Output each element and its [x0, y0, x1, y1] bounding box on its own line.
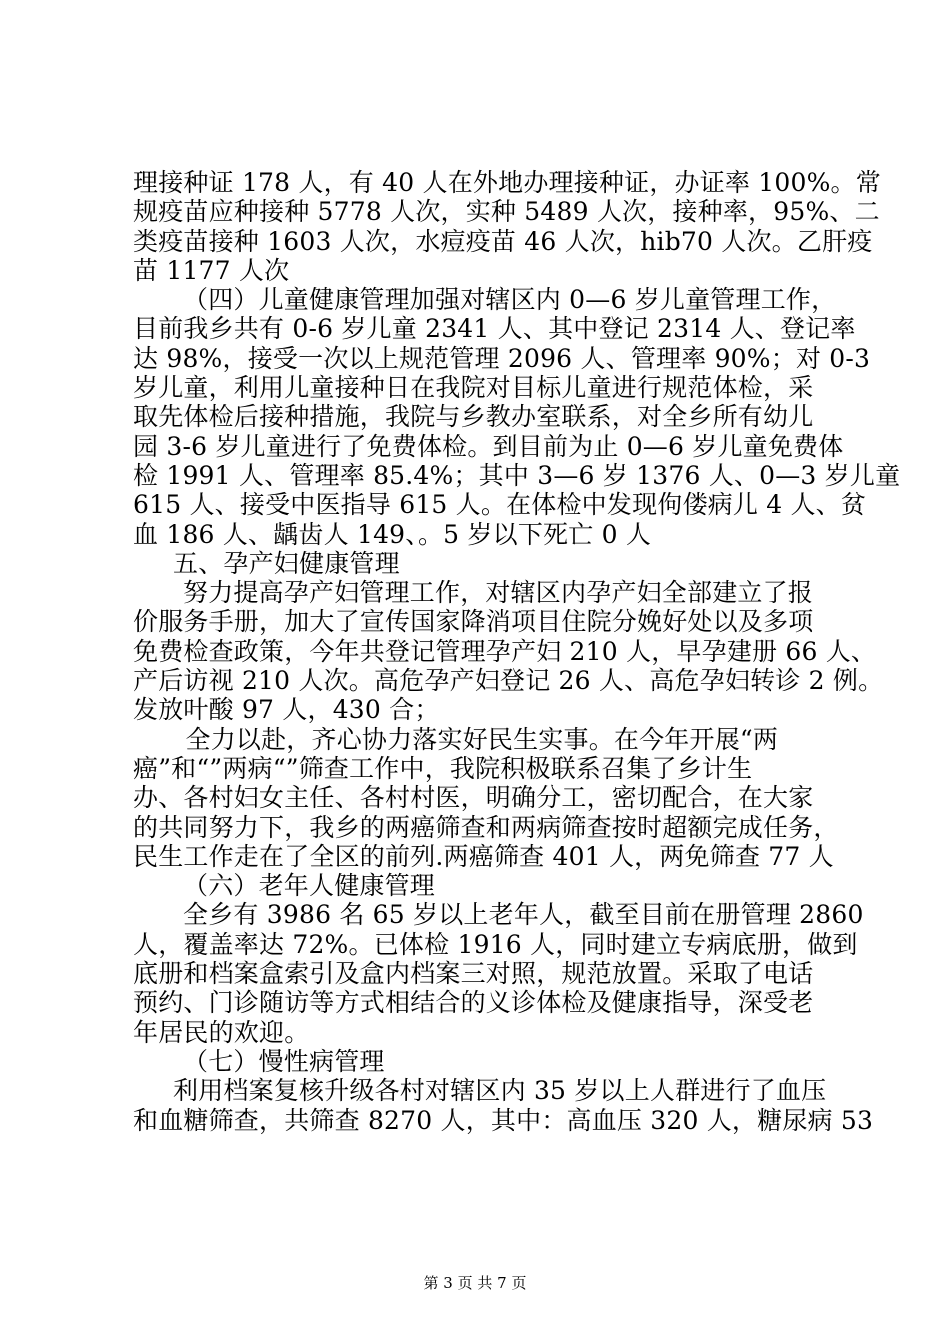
text-line: 利用档案复核升级各村对辖区内 35 岁以上人群进行了血压 [173, 1076, 827, 1106]
text-line: 和血糖筛查，共筛查 8270 人，其中：高血压 320 人，糖尿病 53 [133, 1105, 874, 1135]
text-line: （七）慢性病管理 [183, 1046, 385, 1076]
text-line: 癌”和“”两病“”筛查工作中，我院积极联系召集了乡计生 [133, 753, 753, 783]
text-line: 努力提高孕产妇管理工作，对辖区内孕产妇全部建立了报 [183, 578, 814, 608]
text-line: 全乡有 3986 名 65 岁以上老年人，截至目前在册管理 2860 [183, 900, 864, 930]
document-body [133, 168, 901, 1135]
text-line: 检 1991 人、管理率 85.4%；其中 3—6 岁 1376 人、0—3 岁儿童 [133, 460, 901, 490]
text-line: 预约、门诊随访等方式相结合的义诊体检及健康指导，深受老 [133, 988, 814, 1018]
text-line: （四）儿童健康管理加强对辖区内 0—6 岁儿童管理工作， [183, 285, 837, 315]
page-footer: 第 3 页 共 7 页 [423, 1274, 527, 1292]
text-line: 发放叶酸 97 人，430 合； [133, 695, 440, 725]
text-line: 园 3-6 岁儿童进行了免费体检。到目前为止 0—6 岁儿童免费体 [133, 431, 844, 461]
text-line: 人，覆盖率达 72%。已体检 1916 人，同时建立专病底册，做到 [133, 929, 858, 959]
text-line: （六）老年人健康管理 [183, 871, 436, 901]
text-line: 底册和档案盒索引及盒内档案三对照，规范放置。采取了电话 [133, 959, 814, 989]
text-line: 民生工作走在了全区的前列.两癌筛查 401 人，两免筛查 77 人 [133, 841, 834, 871]
text-line: 理接种证 178 人，有 40 人在外地办理接种证，办证率 100%。常 [133, 168, 881, 197]
text-line: 岁儿童，利用儿童接种日在我院对目标儿童进行规范体检，采 [133, 373, 814, 403]
text-line: 五、孕产妇健康管理 [173, 548, 400, 578]
text-line: 615 人、接受中医指导 615 人。在体检中发现佝偻病儿 4 人、贫 [133, 490, 867, 520]
text-line: 血 186 人、龋齿人 149、。5 岁以下死亡 0 人 [133, 519, 652, 549]
text-line: 免费检查政策，今年共登记管理孕产妇 210 人，早孕建册 66 人、 [133, 636, 877, 666]
text-line: 取先体检后接种措施，我院与乡教办室联系，对全乡所有幼儿 [133, 402, 814, 432]
text-line: 达 98%，接受一次以上规范管理 2096 人、管理率 90%；对 0-3 [133, 343, 871, 373]
text-line: 办、各村妇女主任、各村村医，明确分工，密切配合，在大家 [133, 783, 814, 813]
text-line: 的共同努力下，我乡的两癌筛查和两病筛查按时超额完成任务， [133, 812, 839, 842]
text-line: 目前我乡共有 0-6 岁儿童 2341 人、其中登记 2314 人、登记率 [133, 314, 856, 344]
text-line: 产后访视 210 人次。高危孕产妇登记 26 人、高危孕妇转诊 2 例。 [133, 666, 884, 696]
text-line: 规疫苗应种接种 5778 人次，实种 5489 人次，接种率，95%、二 [133, 197, 880, 227]
text-line: 全力以赴，齐心协力落实好民生实事。在今年开展“两 [185, 724, 779, 754]
text-line: 类疫苗接种 1603 人次，水痘疫苗 46 人次，hib70 人次。乙肝疫 [133, 226, 873, 256]
text-line: 价服务手册，加大了宣传国家降消项目住院分娩好处以及多项 [133, 607, 814, 637]
text-line: 苗 1177 人次 [133, 255, 290, 285]
text-line: 年居民的欢迎。 [133, 1017, 310, 1047]
